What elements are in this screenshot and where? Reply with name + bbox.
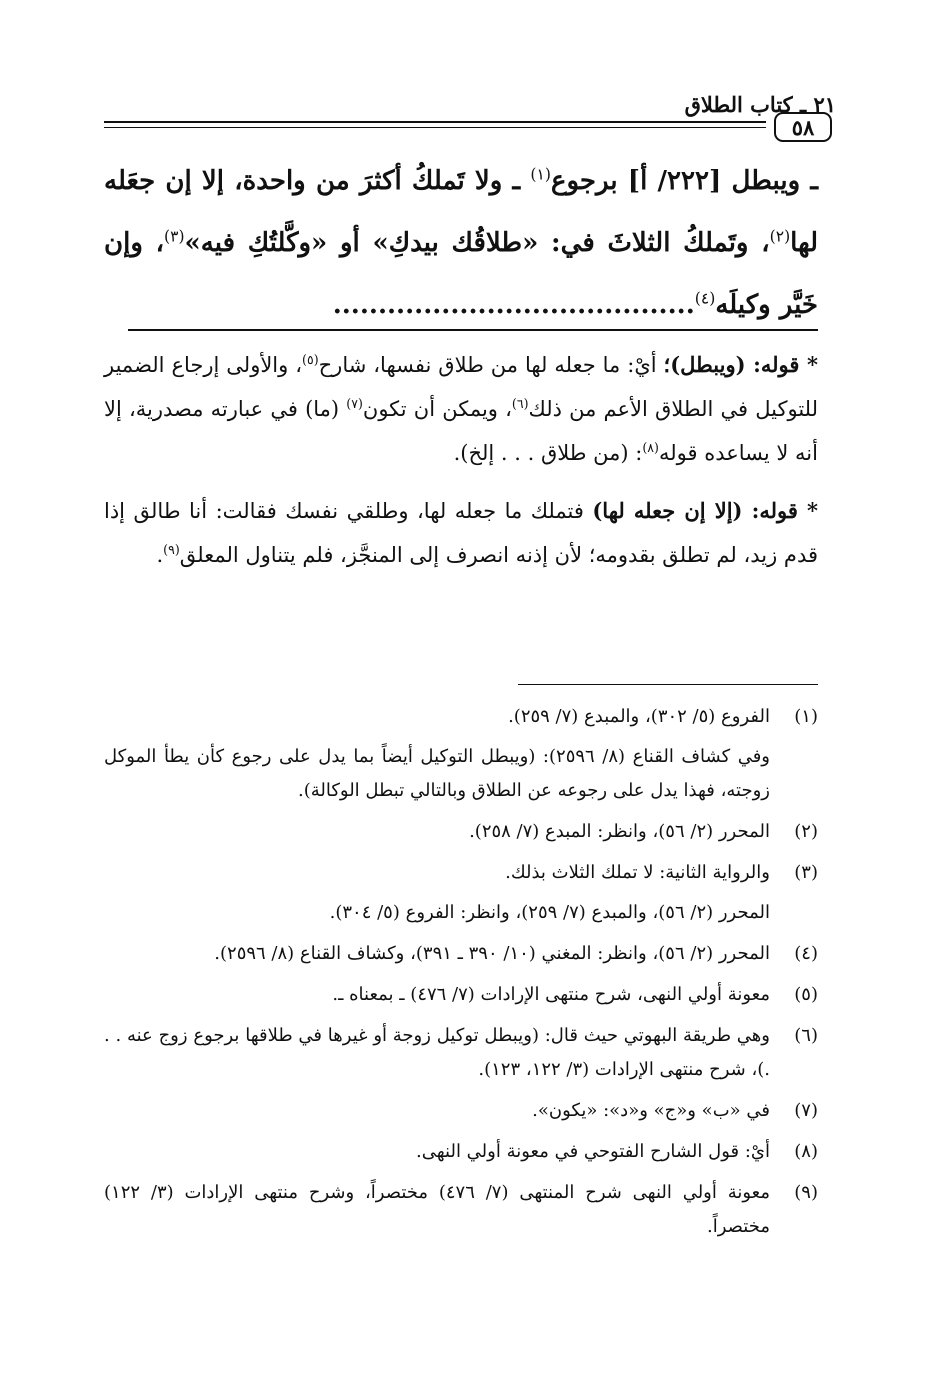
footnote-body [104,978,770,1012]
footnote-number: (٤) [794,943,818,964]
footnote-number: (١) [794,706,818,727]
footnote-text: أيْ: قول الشارح الفتوحي في معونة أولي النهى. [416,1141,770,1162]
footnote [104,1135,818,1169]
footnote [104,700,818,808]
footnote-ref: (٨) [642,440,659,455]
footnote-number: (٢) [794,821,818,842]
footnote-number: (٧) [794,1100,818,1121]
footnote-text: المحرر (٢/ ٥٦)، وانظر: المغني (١٠/ ٣٩٠ ـ ٣٩١)، وكشاف القناع (٨/ ٢٥٩٦). [214,943,770,964]
commentary-text: . [156,543,164,567]
main-text-segment: ـ ولا تَملكُ أكثرَ من واحدة، إلا إن جعَله لها [104,166,818,258]
main-separator [128,329,818,331]
commentary-text: ، والأولى إرجاع الضمير للتوكيل في الطلاق الأعم من ذلك [104,353,819,421]
footnote-body [104,856,770,930]
footnote-body [104,815,770,849]
commentary-lemma: * قوله: (إلا إن جعله لها) [592,498,818,523]
footnote-ref: (٧) [346,396,363,411]
footnote-text: المحرر (٢/ ٥٦)، وانظر: المبدع (٧/ ٢٥٨). [469,821,770,842]
header-rule-thin [104,127,766,128]
commentary-paragraph [104,489,818,577]
main-text-segment: ، وإن خَيَّر وكيلَه [104,228,818,320]
footnote [104,937,818,971]
footnote [104,1094,818,1128]
footnote-number: (٣) [794,862,818,883]
commentary-lemma: * قوله: (ويبطل)؛ [663,352,818,377]
footnote [104,815,818,849]
footnote-body [104,700,770,808]
footnote-text: معونة أولي النهى شرح المنتهى (٧/ ٤٧٦) مختصراً، وشرح منتهى الإرادات (٣/ ١٢٢) مختصراً. [104,1182,770,1237]
footnote-ref: (٤) [694,289,716,308]
footnote-text: معونة أولي النهى، شرح منتهى الإرادات (٧/ ٤٧٦) ـ بمعناه ـ. [332,984,770,1005]
chapter-title: ٢١ ـ كتاب الطلاق [684,92,836,117]
footnote-number: (٩) [794,1182,818,1203]
main-text-segment: ، وتَملكُ الثلاثَ في: «طلاقُك بيدكِ» أو «وكَّلتُكِ فيه» [184,228,770,258]
dotted-leader: ........................................ [332,290,695,320]
main-text-segment: ـ ويبطل [٢٢٢/ أ] برجوع [550,166,818,196]
footnote-text: والرواية الثانية: لا تملك الثلاث بذلك. [505,862,770,883]
footnote [104,978,818,1012]
footnote-separator [518,684,818,685]
footnote-body [104,1019,770,1087]
footnote-text: الفروع (٥/ ٣٠٢)، والمبدع (٧/ ٢٥٩). [508,706,770,727]
page-number: ٥٨ [774,112,832,142]
footnote [104,856,818,930]
main-text [104,150,818,336]
commentary [104,343,818,591]
footnote-ref: (٢) [769,227,791,246]
footnote-ref: (٩) [163,542,180,557]
footnote-text: المحرر (٢/ ٥٦)، والمبدع (٧/ ٢٥٩)، وانظر: الفروع (٥/ ٣٠٤). [329,902,770,923]
commentary-text: فتملك ما جعله لها، وطلقي نفسك فقالت: أنا طالق إذا قدم زيد، لم تطلق بقدومه؛ لأن إذنه انصرف إلى المنجَّز، فلم يتناول المعلق [104,499,818,567]
footnote [104,1176,818,1244]
footnote-ref: (٥) [302,352,319,367]
footnote [104,1019,818,1087]
footnote-ref: (٣) [163,227,185,246]
footnote-text: في «ب» و«ج» و«د»: «يكون». [532,1100,770,1121]
footnote-body [104,937,770,971]
footnote-number: (٥) [794,984,818,1005]
footnote-text: وهي طريقة البهوتي حيث قال: (ويبطل توكيل زوجة أو غيرها في طلاقها برجوع زوج عنه . . .)، شرح منتهى الإرادات (٣/ ١٢٢، ١٢٣). [104,1025,770,1080]
main-paragraph [104,150,818,336]
footnote-ref: (٦) [511,396,529,411]
footnote-body [104,1094,770,1128]
footnote-body [104,1176,770,1244]
commentary-text: (ما) في عبارته مصدرية، إلا أنه لا يساعده قوله [104,397,818,465]
footnote-text: وفي كشاف القناع (٨/ ٢٥٩٦): (ويبطل التوكيل أيضاً بما يدل على رجوع كأن يطأ الموكل زوجته، فهذا يدل على رجوعه عن الطلاق وبالتالي تبطل الوكالة). [104,746,770,801]
commentary-text: أيْ: ما جعله لها من طلاق نفسها، شارح [318,353,664,377]
footnotes [104,700,818,1251]
commentary-text: : (من طلاق . . . إلخ). [453,441,643,465]
footnote-body [104,1135,770,1169]
footnote-number: (٨) [794,1141,818,1162]
commentary-paragraph [104,343,818,475]
footnote-ref: (١) [530,165,551,184]
header-rule [104,121,766,123]
commentary-text: ، ويمكن أن تكون [362,397,512,421]
footnote-number: (٦) [794,1025,818,1046]
